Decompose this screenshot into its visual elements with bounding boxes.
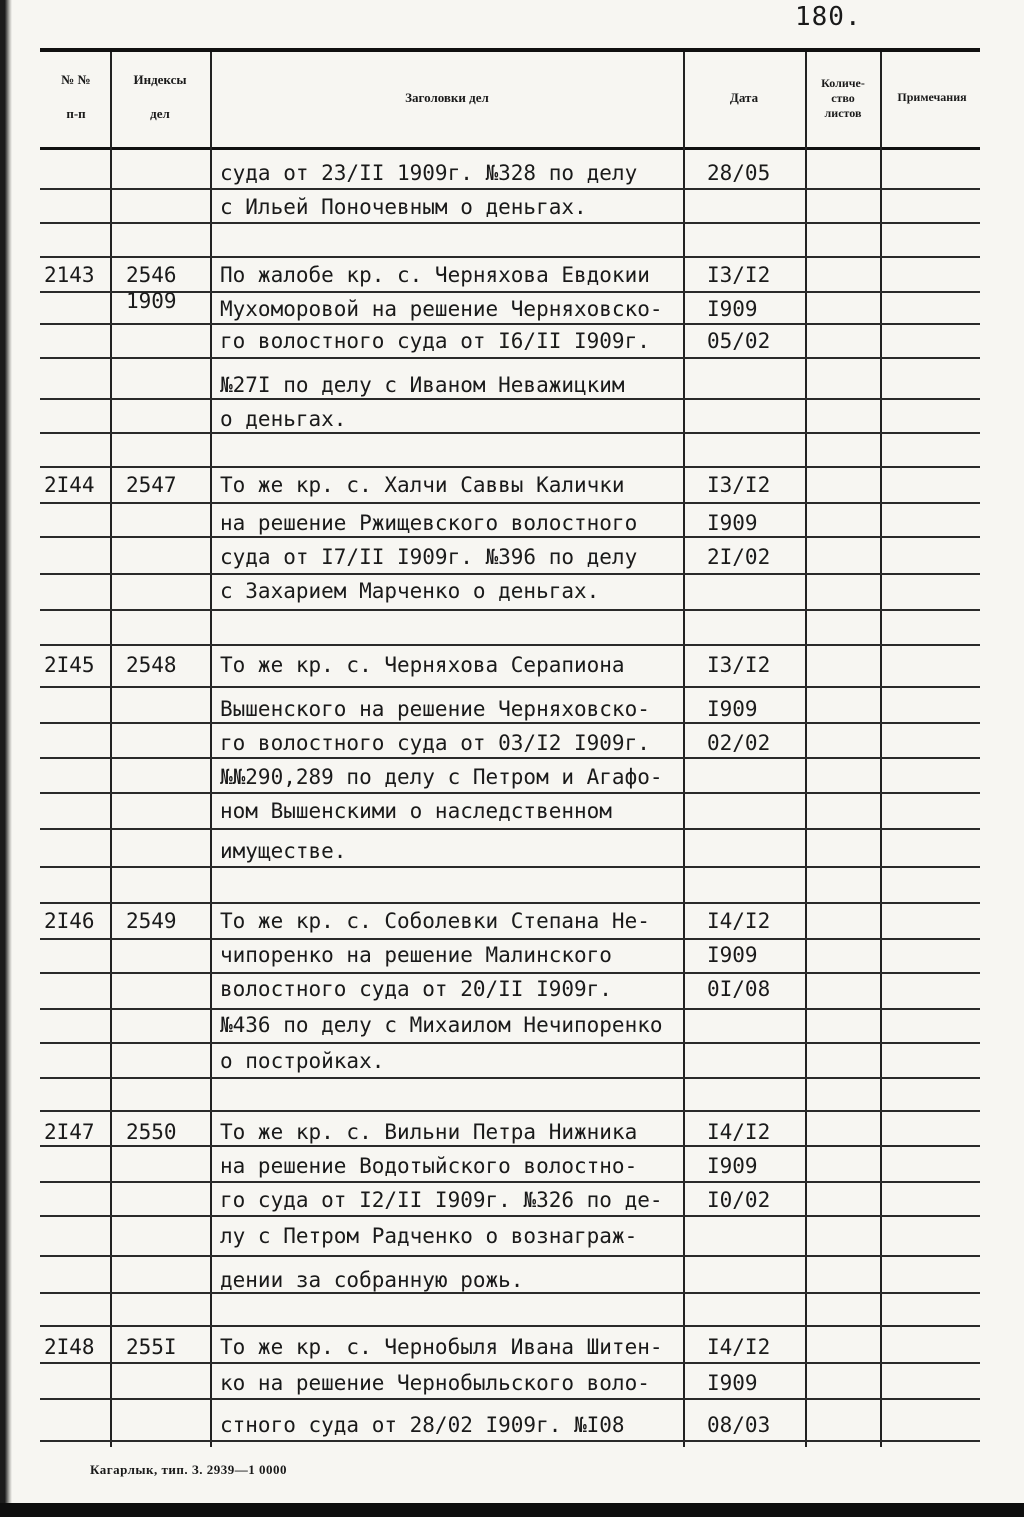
case-title-line: ко на решение Чернобыльского воло- — [220, 1371, 650, 1395]
row-rule — [40, 291, 980, 293]
column-divider — [110, 52, 112, 1447]
header-index-line2: дел — [150, 106, 170, 122]
case-title-line: То же кр. с. Соболевки Степана Не- — [220, 909, 650, 933]
case-title-line: го волостного суда от I6/II I909г. — [220, 329, 650, 353]
case-title-line: суда от I7/II I909г. №396 по делу — [220, 545, 638, 569]
case-title-line: суда от 23/II 1909г. №328 по делу — [220, 161, 638, 185]
case-title-line: го суда от I2/II I909г. №326 по де- — [220, 1188, 663, 1212]
header-title: Заголовки дел — [405, 90, 489, 105]
case-date-line: I909 — [707, 943, 758, 967]
row-rule — [40, 466, 980, 468]
case-date-line: 02/02 — [707, 731, 771, 755]
case-index: 2547 — [126, 473, 177, 497]
case-date-line: 08/03 — [707, 1413, 771, 1437]
case-title-line: То же кр. с. Халчи Саввы Калички — [220, 473, 625, 497]
case-title-line: То же кр. с. Чернобыля Ивана Шитен- — [220, 1335, 663, 1359]
row-rule — [40, 256, 980, 258]
row-rule — [40, 686, 980, 688]
case-title-line: о деньгах. — [220, 407, 347, 431]
row-rule — [40, 432, 980, 434]
case-title-line: лу с Петром Радченко о вознаграж- — [220, 1224, 638, 1248]
column-divider — [880, 52, 882, 1447]
table-top-rule — [40, 48, 980, 52]
case-index: 2548 — [126, 653, 177, 677]
case-number: 2I44 — [44, 473, 95, 497]
case-date-line: I4/I2 — [707, 1120, 771, 1144]
case-title-line: чипоренко на решение Малинского — [220, 943, 612, 967]
case-date-line: I3/I2 — [707, 263, 771, 287]
row-rule — [40, 1042, 980, 1044]
row-rule — [40, 792, 980, 794]
case-title-line: дении за собранную рожь. — [220, 1268, 524, 1292]
case-title-line: №27I по делу с Иваном Неважицким — [220, 373, 625, 397]
case-title-line: стного суда от 28/02 I909г. №I08 — [220, 1413, 625, 1437]
case-title-line: Вышенского на решение Черняховско- — [220, 697, 650, 721]
bottom-scan-bar — [0, 1503, 1024, 1517]
case-title-line: на решение Водотыйского волостно- — [220, 1154, 638, 1178]
case-date-line: I4/I2 — [707, 909, 771, 933]
case-date-line: I909 — [707, 697, 758, 721]
case-index: 2546 — [126, 263, 177, 287]
header-number-line1: № № — [61, 72, 91, 87]
case-date-line: 28/05 — [707, 161, 771, 185]
row-rule — [40, 573, 980, 575]
case-date-line: I3/I2 — [707, 473, 771, 497]
case-title-line: волостного суда от 20/II I909г. — [220, 977, 612, 1001]
case-title-line: №№290,289 по делу с Петром и Агафо- — [220, 765, 663, 789]
row-rule — [40, 1215, 980, 1217]
header-notes: Примечания — [897, 90, 967, 104]
case-number: 2I46 — [44, 909, 95, 933]
case-number: 2143 — [44, 263, 95, 287]
column-divider — [805, 52, 807, 1447]
row-rule — [40, 609, 980, 611]
case-title-line: По жалобе кр. с. Черняхова Евдокии — [220, 263, 650, 287]
row-rule — [40, 1077, 980, 1079]
header-index — [112, 72, 208, 123]
row-rule — [40, 828, 980, 830]
header-index-line1: Индексы — [133, 72, 187, 87]
header-number-line2: п-п — [66, 106, 86, 122]
row-rule — [40, 644, 980, 646]
table-header-rule — [40, 147, 980, 150]
row-rule — [40, 1181, 980, 1183]
case-date-line: 0I/08 — [707, 977, 771, 1001]
case-index: 1909 — [126, 289, 177, 313]
case-title-line: №436 по делу с Михаилом Нечипоренко — [220, 1013, 663, 1037]
case-index: 2550 — [126, 1120, 177, 1144]
case-number: 2I45 — [44, 653, 95, 677]
case-number: 2I47 — [44, 1120, 95, 1144]
case-index: 2549 — [126, 909, 177, 933]
case-index: 255I — [126, 1335, 177, 1359]
row-rule — [40, 1440, 980, 1442]
case-title-line: с Ильей Поночевным о деньгах. — [220, 195, 587, 219]
case-number: 2I48 — [44, 1335, 95, 1359]
case-title-line: на решение Ржищевского волостного — [220, 511, 638, 535]
case-date-line: I909 — [707, 511, 758, 535]
case-date-line: I3/I2 — [707, 653, 771, 677]
case-date-line: 05/02 — [707, 329, 771, 353]
header-sheets-line1: Количе- — [821, 76, 865, 90]
row-rule — [40, 1398, 980, 1400]
row-rule — [40, 1362, 980, 1364]
row-rule — [40, 1110, 980, 1112]
column-divider — [683, 52, 685, 1447]
case-title-line: Мухоморовой на решение Черняховско- — [220, 297, 663, 321]
case-title-line: го волостного суда от 03/I2 I909г. — [220, 731, 650, 755]
row-rule — [40, 902, 980, 904]
scan-edge-shadow — [0, 0, 12, 1517]
case-title-line: с Захарием Марченко о деньгах. — [220, 579, 600, 603]
page-number: 180. — [795, 2, 862, 32]
row-rule — [40, 222, 980, 224]
row-rule — [40, 502, 980, 504]
header-date: Дата — [729, 90, 759, 105]
row-rule — [40, 1255, 980, 1257]
case-date-line: 2I/02 — [707, 545, 771, 569]
column-divider — [210, 52, 212, 1447]
case-title-line: То же кр. с. Вильни Петра Нижника — [220, 1120, 638, 1144]
row-rule — [40, 188, 980, 190]
case-date-line: I0/02 — [707, 1188, 771, 1212]
header-number — [44, 72, 108, 123]
header-sheets-line3: листов — [824, 106, 862, 120]
case-title-line: То же кр. с. Черняхова Серапиона — [220, 653, 625, 677]
header-sheets — [807, 76, 879, 121]
case-date-line: I909 — [707, 1154, 758, 1178]
row-rule — [40, 357, 980, 359]
header-sheets-line2: ство — [831, 91, 855, 105]
case-title-line: о постройках. — [220, 1049, 385, 1073]
case-title-line: имуществе. — [220, 839, 347, 863]
printer-imprint: Кагарлык, тип. З. 2939—1 0000 — [90, 1462, 287, 1477]
case-date-line: I909 — [707, 297, 758, 321]
case-date-line: I4/I2 — [707, 1335, 771, 1359]
row-rule — [40, 1325, 980, 1327]
case-title-line: ном Вышенскими о наследственном — [220, 799, 612, 823]
case-date-line: I909 — [707, 1371, 758, 1395]
row-rule — [40, 866, 980, 868]
